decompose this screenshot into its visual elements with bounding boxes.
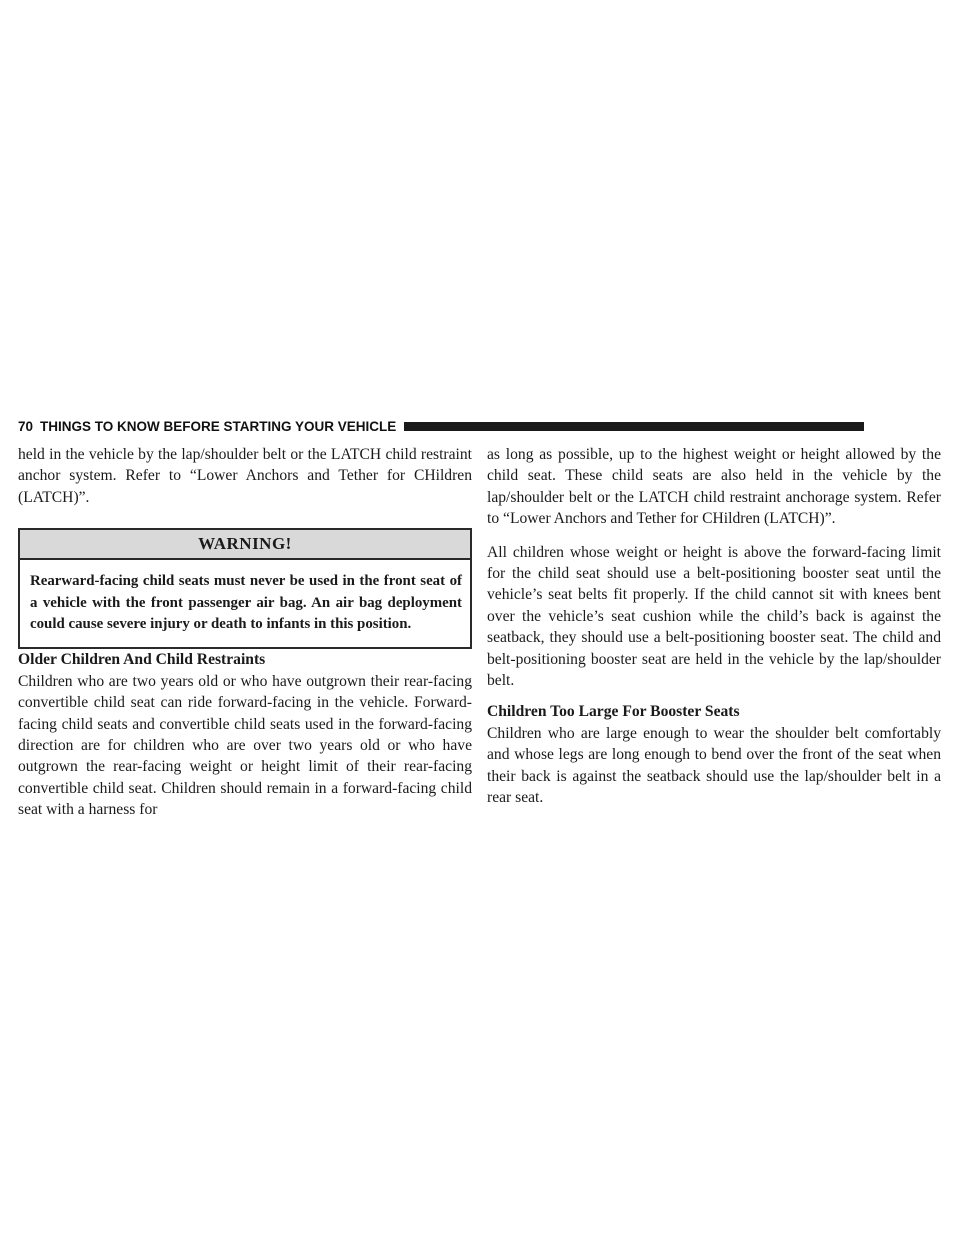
booster-paragraph: All children whose weight or height is above the forward-facing limit for the child seat should use a belt-positioning booster seat until the vehicle’s seat belts fit properly. If the child cannot sit with knees bent over the vehicle’s seat cushion while the child’s back is against the seatback, they should use a belt-positioning booster seat. The child and belt-positioning booster seat are held in the vehicle by the lap/shoulder belt.	[487, 543, 941, 690]
too-large-paragraph: Children who are large enough to wear the shoulder belt comfortably and whose legs are long enough to bend over the front of the seat when their back is against the seatback should use the lap/shoulder belt in a rear seat.	[487, 724, 941, 807]
older-children-paragraph: Children who are two years old or who have outgrown their rear-facing convertible child seat can ride forward-facing in the vehicle. Forward-facing child seats and convertible child seats used in the forward-facing direction are for children who are over two years old or who have outgrown the rear-facing weight or height limit of their rear-facing convertible child seat. Children should remain in a forward-facing child seat with a harness for	[18, 672, 472, 819]
right-column	[487, 444, 941, 809]
section-heading-older-children: Older Children And Child Restraints	[18, 651, 266, 669]
intro-paragraph: held in the vehicle by the lap/shoulder belt or the LATCH child restraint anchor system. Refer to “Lower Anchors and Tether for CHildren (LATCH)”.	[18, 446, 472, 506]
continuation-paragraph: as long as possible, up to the highest weight or height allowed by the child seat. These child seats are also held in the vehicle by the lap/shoulder belt or the LATCH child restraint anchorage system. Refer to “Lower Anchors and Tether for CHildren (LATCH)”.	[487, 446, 941, 528]
warning-box	[18, 528, 472, 649]
section-title: THINGS TO KNOW BEFORE STARTING YOUR VEHICLE	[40, 418, 397, 434]
warning-title: WARNING!	[20, 530, 470, 560]
section-heading-too-large: Children Too Large For Booster Seats	[487, 703, 740, 721]
page-number: 70	[18, 418, 34, 434]
warning-body: Rearward-facing child seats must never be used in the front seat of a vehicle with the front passenger air bag. An air bag deployment could cause severe injury or death to infants in this position.	[30, 573, 462, 633]
left-column	[18, 444, 472, 821]
page-header	[18, 415, 864, 437]
header-rule	[404, 422, 864, 431]
